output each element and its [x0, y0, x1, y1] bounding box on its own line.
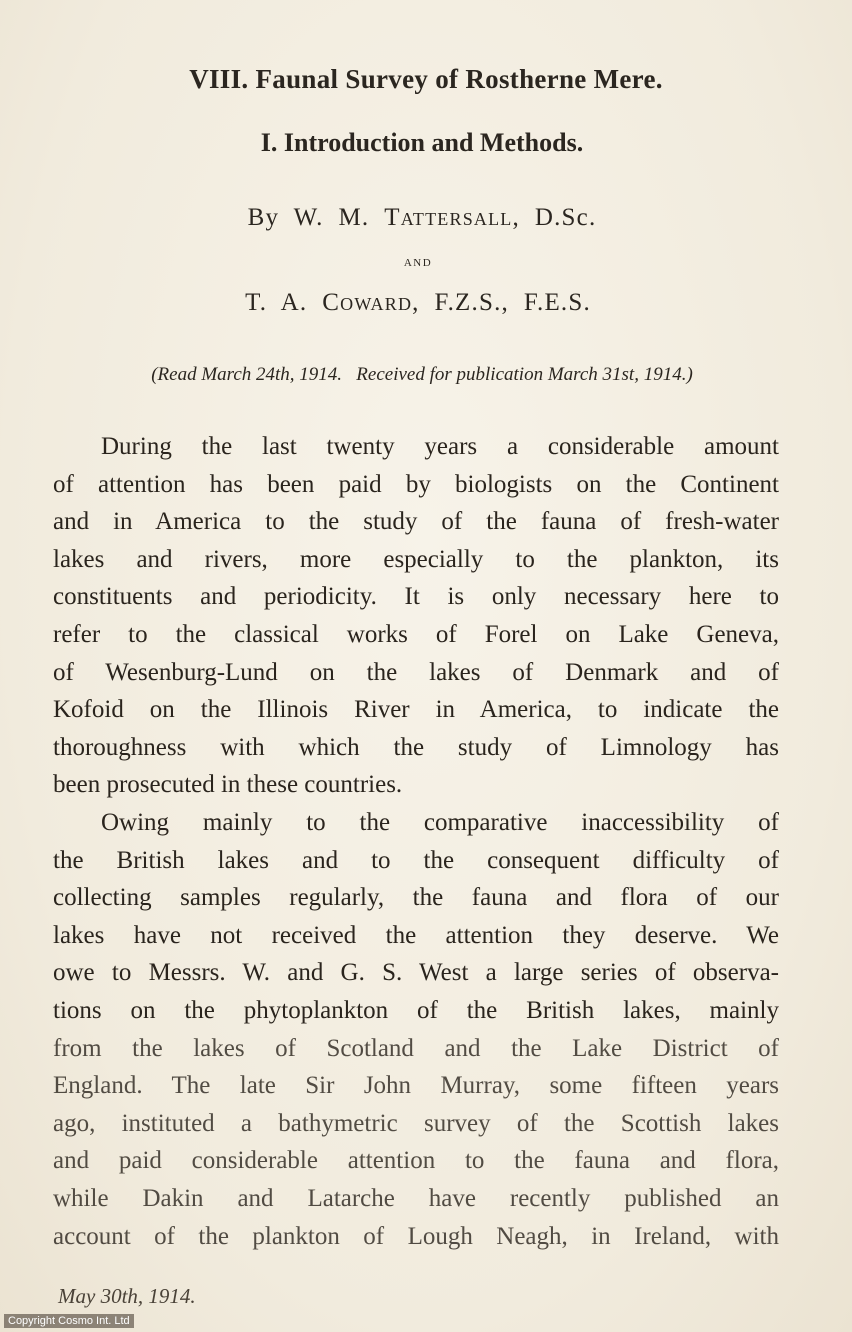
copyright-watermark: Copyright Cosmo Int. Ltd	[4, 1314, 134, 1328]
text-line: constituents and periodicity. It is only necessary here to	[53, 583, 779, 611]
text-line: while Dakin and Latarche have recently published an	[53, 1184, 779, 1212]
text-line: During the last twenty years a considerable amount	[101, 433, 779, 460]
text-line: ago, instituted a bathymetric survey of the Scottish lakes	[53, 1109, 779, 1137]
author2-suffix: F.Z.S., F.E.S.	[419, 289, 591, 316]
article-title: VIII. Faunal Survey of Rostherne Mere.	[189, 64, 663, 94]
publication-note: (Read March 24th, 1914. Received for publication March 31st, 1914.)	[151, 364, 693, 385]
text-line: of Wesenburg-Lund on the lakes of Denmark and of	[53, 658, 779, 686]
text-line: the British lakes and to the consequent difficulty of	[53, 846, 779, 874]
author1-prefix: By W. M.	[247, 204, 385, 231]
author-line-1	[0, 204, 848, 232]
paragraph-2	[53, 804, 779, 1255]
text-line: tions on the phytoplankton of the British lakes, mainly	[53, 996, 779, 1024]
text-line: England. The late Sir John Murray, some fifteen years	[53, 1072, 779, 1100]
text-line: Owing mainly to the comparative inaccessibility of	[101, 809, 779, 836]
text-line: thoroughness with which the study of Limnology has	[53, 733, 779, 761]
text-line: been prosecuted in these countries.	[53, 771, 403, 799]
footer-date: May 30th, 1914.	[58, 1284, 196, 1308]
author2-name: Coward,	[322, 289, 420, 316]
text-line: and in America to the study of the fauna of fresh-water	[53, 508, 779, 536]
text-line: lakes have not received the attention they deserve. We	[53, 921, 779, 949]
text-line: of attention has been paid by biologists on the Continent	[53, 470, 779, 498]
author2-prefix: T. A.	[245, 289, 323, 316]
text-line: refer to the classical works of Forel on Lake Geneva,	[53, 620, 779, 648]
text-line: account of the plankton of Lough Neagh, in Ireland, with	[53, 1222, 779, 1250]
text-line: owe to Messrs. W. and G. S. West a large series of observa-	[53, 959, 779, 987]
text-line: Kofoid on the Illinois River in America, to indicate the	[53, 696, 779, 724]
text-line: collecting samples regularly, the fauna and flora of our	[53, 884, 779, 912]
article-subtitle: I. Introduction and Methods.	[260, 128, 584, 157]
text-line: lakes and rivers, more especially to the plankton, its	[53, 545, 779, 573]
text-line: and paid considerable attention to the fauna and flora,	[53, 1147, 779, 1175]
author1-suffix: D.Sc.	[519, 204, 597, 231]
paragraph-1	[53, 428, 779, 804]
author-conjunction: and	[403, 254, 433, 270]
text-line: from the lakes of Scotland and the Lake District of	[53, 1034, 779, 1062]
author-line-2	[0, 289, 844, 317]
author1-name: Tattersall,	[384, 204, 520, 231]
